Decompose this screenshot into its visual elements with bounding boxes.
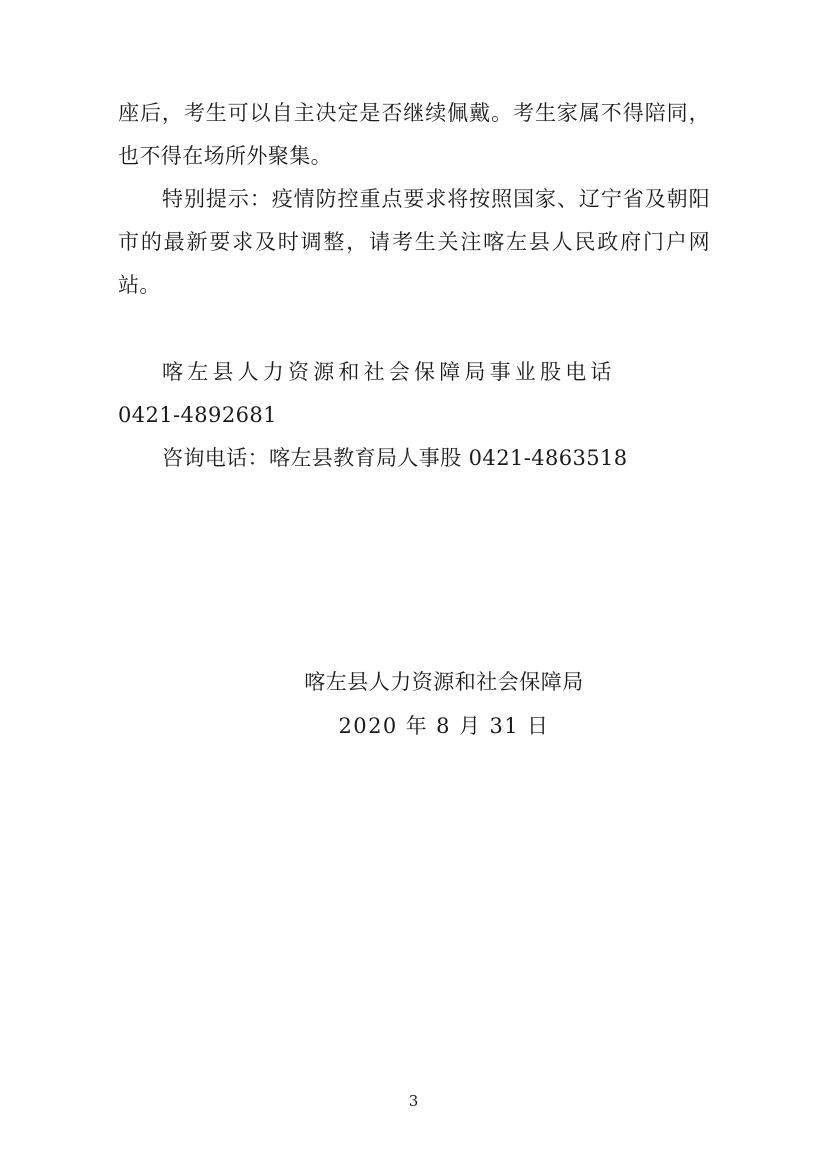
paragraph-special-notice: 特别提示：疫情防控重点要求将按照国家、辽宁省及朝阳市的最新要求及时调整，请考生关注喀左县人民政府门户网站。 — [118, 187, 710, 297]
contact-bureau-label: 喀左县人力资源和社会保障局事业股电话 — [162, 360, 616, 384]
paragraph-mask-policy: 座后，考生可以自主决定是否继续佩戴。考生家属不得陪同，也不得在场所外聚集。 — [118, 101, 710, 168]
document-body — [118, 92, 710, 480]
contact-bureau-phone: 0421-4892681 — [118, 403, 277, 427]
signature-organization: 喀左县人力资源和社会保障局 — [304, 670, 584, 694]
page-number: 3 — [408, 1092, 419, 1110]
signature-block — [118, 660, 710, 748]
signature-date: 2020 年 8 月 31 日 — [338, 714, 550, 738]
contact-consult-line: 咨询电话：喀左县教育局人事股 0421-4863518 — [162, 446, 628, 470]
